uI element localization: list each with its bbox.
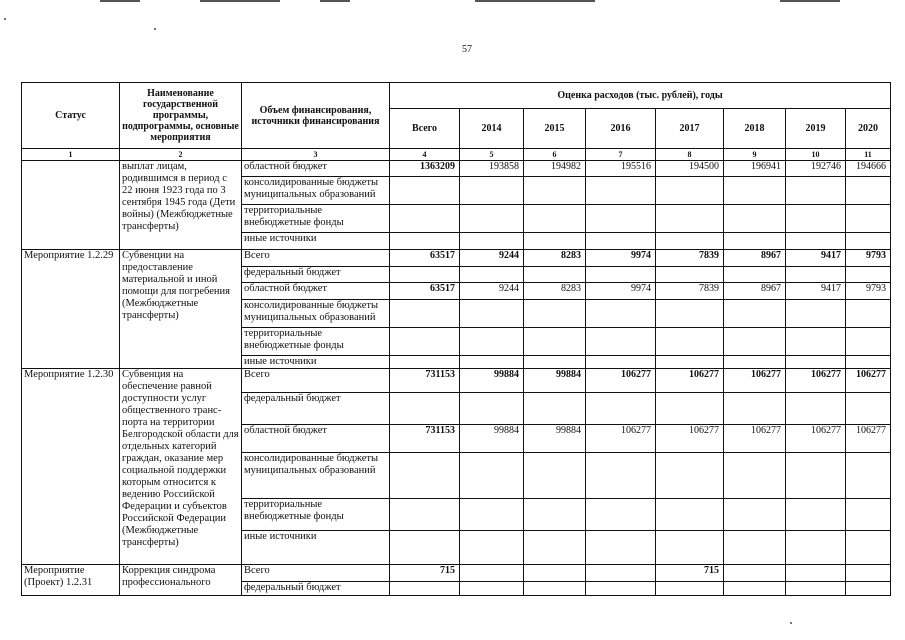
year-value-cell: 106277 — [586, 425, 656, 453]
year-value-cell — [524, 267, 586, 283]
year-value-cell: 106277 — [724, 369, 786, 393]
year-value-cell — [656, 356, 724, 369]
page-number: 57 — [462, 44, 472, 55]
year-value-cell: 106277 — [846, 369, 891, 393]
year-value-cell: 715 — [656, 565, 724, 582]
total-value-cell — [390, 453, 460, 499]
total-value-cell — [390, 177, 460, 205]
total-value-cell: 731153 — [390, 425, 460, 453]
year-value-cell — [786, 565, 846, 582]
year-value-cell: 195516 — [586, 161, 656, 177]
year-value-cell — [656, 328, 724, 356]
header-year-3: 2016 — [586, 109, 656, 149]
year-value-cell — [724, 233, 786, 250]
year-value-cell — [524, 582, 586, 596]
program-name-cell: Субвенции на предоставление материальной и иной помощи для погребения (Межбюджетные трансферты) — [120, 250, 242, 369]
scan-artifact — [320, 0, 350, 2]
funding-source-cell: областной бюджет — [242, 425, 390, 453]
year-value-cell: 7839 — [656, 250, 724, 267]
header-year-6: 2019 — [786, 109, 846, 149]
year-value-cell: 194500 — [656, 161, 724, 177]
year-value-cell — [656, 499, 724, 531]
year-value-cell — [786, 205, 846, 233]
year-value-cell: 8967 — [724, 283, 786, 300]
year-value-cell — [460, 531, 524, 565]
total-value-cell: 63517 — [390, 250, 460, 267]
year-value-cell — [586, 205, 656, 233]
year-value-cell: 8283 — [524, 283, 586, 300]
year-value-cell — [586, 582, 656, 596]
year-value-cell: 99884 — [524, 425, 586, 453]
funding-source-cell: иные источники — [242, 233, 390, 250]
year-value-cell: 7839 — [656, 283, 724, 300]
year-value-cell — [586, 356, 656, 369]
year-value-cell — [586, 453, 656, 499]
year-value-cell — [524, 233, 586, 250]
year-value-cell — [846, 356, 891, 369]
total-value-cell: 731153 — [390, 369, 460, 393]
total-value-cell — [390, 205, 460, 233]
year-value-cell: 9244 — [460, 250, 524, 267]
year-value-cell — [524, 356, 586, 369]
column-number: 1 — [22, 149, 120, 161]
year-value-cell — [524, 328, 586, 356]
year-value-cell: 106277 — [656, 425, 724, 453]
total-value-cell: 715 — [390, 565, 460, 582]
year-value-cell — [524, 393, 586, 425]
year-value-cell — [524, 177, 586, 205]
year-value-cell: 99884 — [460, 425, 524, 453]
total-value-cell — [390, 531, 460, 565]
year-value-cell — [524, 499, 586, 531]
year-value-cell — [460, 205, 524, 233]
year-value-cell: 9417 — [786, 283, 846, 300]
year-value-cell — [586, 328, 656, 356]
status-cell: Мероприятие (Проект) 1.2.31 — [22, 565, 120, 596]
year-value-cell — [460, 177, 524, 205]
scan-dot — [790, 622, 792, 624]
year-value-cell — [846, 205, 891, 233]
year-value-cell — [786, 356, 846, 369]
year-value-cell — [724, 300, 786, 328]
year-value-cell: 9244 — [460, 283, 524, 300]
status-cell: Мероприятие 1.2.30 — [22, 369, 120, 565]
year-value-cell — [724, 267, 786, 283]
total-value-cell — [390, 233, 460, 250]
funding-source-cell: консолидированные бюджеты муниципальных образований — [242, 300, 390, 328]
year-value-cell: 8283 — [524, 250, 586, 267]
year-value-cell — [786, 300, 846, 328]
year-value-cell — [846, 393, 891, 425]
year-value-cell — [846, 267, 891, 283]
year-value-cell — [846, 233, 891, 250]
year-value-cell — [846, 328, 891, 356]
year-value-cell — [846, 531, 891, 565]
year-value-cell — [724, 453, 786, 499]
year-value-cell — [460, 267, 524, 283]
year-value-cell — [656, 393, 724, 425]
scan-dot — [4, 18, 6, 20]
header-volume: Объем финансирования, источники финансирования — [242, 83, 390, 149]
table-row — [22, 161, 891, 177]
total-value-cell — [390, 267, 460, 283]
year-value-cell: 194982 — [524, 161, 586, 177]
year-value-cell — [786, 453, 846, 499]
year-value-cell — [786, 233, 846, 250]
total-value-cell — [390, 328, 460, 356]
total-value-cell — [390, 393, 460, 425]
funding-source-cell: территориальные внебюджетные фонды — [242, 205, 390, 233]
year-value-cell — [656, 582, 724, 596]
year-value-cell: 106277 — [846, 425, 891, 453]
funding-source-cell: иные источники — [242, 531, 390, 565]
year-value-cell — [724, 356, 786, 369]
year-value-cell — [786, 582, 846, 596]
header-year-4: 2017 — [656, 109, 724, 149]
funding-source-cell: Всего — [242, 565, 390, 582]
funding-source-cell: консолидированные бюджеты муниципальных образований — [242, 177, 390, 205]
status-cell: Мероприятие 1.2.29 — [22, 250, 120, 369]
table-row — [22, 250, 891, 267]
year-value-cell — [524, 300, 586, 328]
year-value-cell — [846, 582, 891, 596]
column-number: 5 — [460, 149, 524, 161]
funding-source-cell: областной бюджет — [242, 283, 390, 300]
year-value-cell — [460, 393, 524, 425]
table-row — [22, 369, 891, 393]
total-value-cell — [390, 499, 460, 531]
total-value-cell — [390, 300, 460, 328]
header-status: Статус — [22, 83, 120, 149]
year-value-cell: 106277 — [586, 369, 656, 393]
year-value-cell — [656, 531, 724, 565]
year-value-cell: 106277 — [786, 425, 846, 453]
funding-source-cell: территориальные внебюджетные фонды — [242, 328, 390, 356]
funding-source-cell: территориальные внебюджетные фонды — [242, 499, 390, 531]
scan-dot — [154, 28, 156, 30]
column-number: 4 — [390, 149, 460, 161]
year-value-cell: 99884 — [524, 369, 586, 393]
year-value-cell — [846, 565, 891, 582]
year-value-cell — [524, 205, 586, 233]
column-number: 2 — [120, 149, 242, 161]
year-value-cell — [656, 205, 724, 233]
table-row — [22, 565, 891, 582]
year-value-cell: 9417 — [786, 250, 846, 267]
year-value-cell — [724, 177, 786, 205]
year-value-cell: 99884 — [460, 369, 524, 393]
year-value-cell: 9793 — [846, 283, 891, 300]
scan-artifact — [200, 0, 280, 2]
year-value-cell — [846, 177, 891, 205]
header-estimate: Оценка расходов (тыс. рублей), годы — [390, 83, 891, 109]
year-value-cell — [656, 267, 724, 283]
program-name-cell: выплат лицам, родившимся в период с 22 июня 1923 года по 3 сентября 1945 года (Дети войны) (Межбюджетные трансферты) — [120, 161, 242, 250]
budget-table — [21, 82, 891, 596]
column-number: 7 — [586, 149, 656, 161]
column-number: 8 — [656, 149, 724, 161]
year-value-cell — [460, 300, 524, 328]
year-value-cell — [786, 393, 846, 425]
year-value-cell: 9974 — [586, 283, 656, 300]
year-value-cell: 106277 — [786, 369, 846, 393]
year-value-cell — [656, 453, 724, 499]
year-value-cell — [786, 328, 846, 356]
year-value-cell — [724, 328, 786, 356]
program-name-cell: Коррекция синдрома профессионального — [120, 565, 242, 596]
year-value-cell — [846, 300, 891, 328]
year-value-cell — [656, 300, 724, 328]
year-value-cell — [586, 531, 656, 565]
year-value-cell — [586, 233, 656, 250]
year-value-cell: 192746 — [786, 161, 846, 177]
column-number: 10 — [786, 149, 846, 161]
year-value-cell: 9974 — [586, 250, 656, 267]
funding-source-cell: областной бюджет — [242, 161, 390, 177]
total-value-cell — [390, 356, 460, 369]
header-year-1: 2014 — [460, 109, 524, 149]
year-value-cell — [846, 499, 891, 531]
program-name-cell: Субвенция на обеспечение равной доступности услуг общественного транс-порта на территории Белгородской области для отдельных категорий граждан, оказание мер социальной поддержки которым относится к ведению Российской Федерации и субъектов Российской Федерации (Межбюджетные трансферты) — [120, 369, 242, 565]
year-value-cell — [724, 393, 786, 425]
year-value-cell — [586, 393, 656, 425]
year-value-cell — [460, 453, 524, 499]
year-value-cell — [586, 177, 656, 205]
year-value-cell — [786, 267, 846, 283]
funding-source-cell: Всего — [242, 250, 390, 267]
year-value-cell — [724, 205, 786, 233]
scan-artifact — [100, 0, 140, 2]
year-value-cell — [460, 582, 524, 596]
column-number: 9 — [724, 149, 786, 161]
year-value-cell — [460, 565, 524, 582]
year-value-cell — [586, 499, 656, 531]
total-value-cell — [390, 582, 460, 596]
year-value-cell: 9793 — [846, 250, 891, 267]
year-value-cell — [524, 531, 586, 565]
year-value-cell — [460, 328, 524, 356]
funding-source-cell: Всего — [242, 369, 390, 393]
funding-source-cell: консолидированные бюджеты муниципальных образований — [242, 453, 390, 499]
year-value-cell — [724, 582, 786, 596]
year-value-cell — [586, 267, 656, 283]
year-value-cell — [460, 356, 524, 369]
header-year-7: 2020 — [846, 109, 891, 149]
total-value-cell: 63517 — [390, 283, 460, 300]
year-value-cell — [460, 499, 524, 531]
year-value-cell — [724, 531, 786, 565]
year-value-cell — [786, 499, 846, 531]
year-value-cell — [586, 300, 656, 328]
header-year-2: 2015 — [524, 109, 586, 149]
year-value-cell: 106277 — [656, 369, 724, 393]
year-value-cell — [656, 177, 724, 205]
scan-artifact — [780, 0, 840, 2]
year-value-cell: 196941 — [724, 161, 786, 177]
funding-source-cell: иные источники — [242, 356, 390, 369]
year-value-cell — [724, 499, 786, 531]
year-value-cell: 106277 — [724, 425, 786, 453]
scan-artifact — [475, 0, 595, 2]
column-number: 3 — [242, 149, 390, 161]
year-value-cell: 193858 — [460, 161, 524, 177]
header-year-5: 2018 — [724, 109, 786, 149]
year-value-cell — [846, 453, 891, 499]
year-value-cell: 8967 — [724, 250, 786, 267]
status-cell — [22, 161, 120, 250]
year-value-cell — [656, 233, 724, 250]
year-value-cell: 194666 — [846, 161, 891, 177]
column-number: 6 — [524, 149, 586, 161]
year-value-cell — [524, 453, 586, 499]
funding-source-cell: федеральный бюджет — [242, 393, 390, 425]
year-value-cell — [724, 565, 786, 582]
year-value-cell — [586, 565, 656, 582]
year-value-cell — [786, 177, 846, 205]
total-value-cell: 1363209 — [390, 161, 460, 177]
funding-source-cell: федеральный бюджет — [242, 267, 390, 283]
year-value-cell — [460, 233, 524, 250]
year-value-cell — [786, 531, 846, 565]
column-number: 11 — [846, 149, 891, 161]
funding-source-cell: федеральный бюджет — [242, 582, 390, 596]
header-year-0: Всего — [390, 109, 460, 149]
year-value-cell — [524, 565, 586, 582]
header-name: Наименование государственной программы, подпрограммы, основные мероприятия — [120, 83, 242, 149]
